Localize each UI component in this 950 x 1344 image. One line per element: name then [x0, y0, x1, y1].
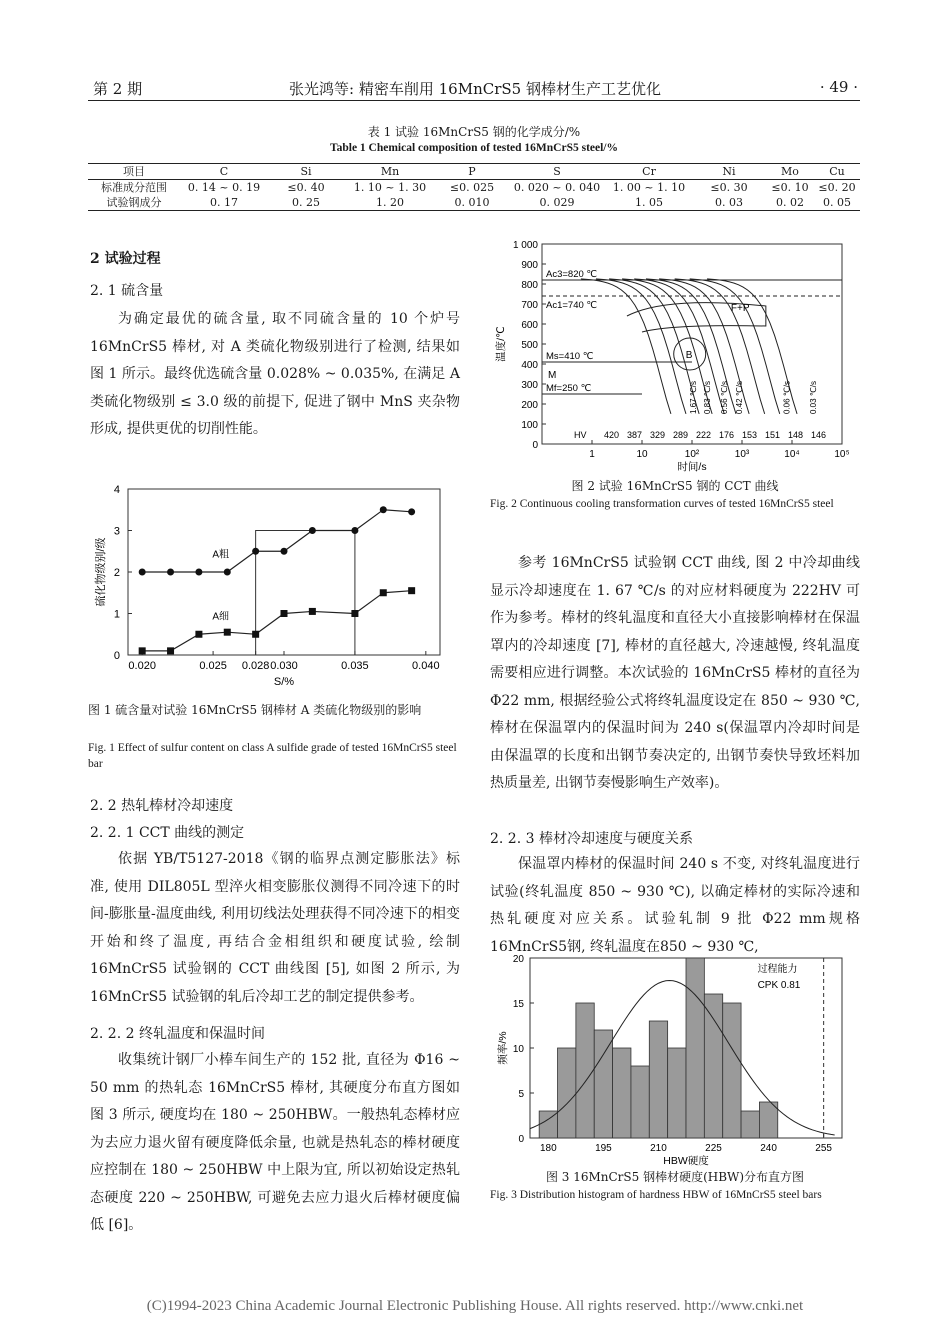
capability-title: 过程能力	[757, 964, 798, 975]
y-tick-label: 1	[113, 608, 120, 621]
paragraph-text: 收集统计钢厂小棒车间生产的 152 批, 直径为 Φ16 ~ 50 mm 的热轧态 16MnCrS5 棒材, 其硬度分布直方图如图 3 所示, 硬度均在 180 ~ 250HBW。一般热轧态棒材应为去应力退火留有硬度降低余量, 也就是热轧态的棒材硬度应控制在 180 ~ 250HBW 中上限为宜, 所以初始设定热轧态硬度 220 ~ 250HBW, 可避免去应力退火后棒材硬度偏低 [6]。	[90, 1052, 460, 1233]
section-2-1-heading: 2. 1 硫含量	[90, 283, 164, 299]
y-tick-label: 100	[521, 420, 538, 431]
cct-chart	[490, 236, 860, 472]
table-cell: ≤0. 30	[710, 181, 748, 194]
hardness-value: 420	[604, 430, 620, 440]
table-cell: 标准成分范围	[101, 181, 167, 194]
x-tick-label: 0.035	[341, 660, 369, 672]
table-row	[88, 195, 860, 211]
histogram-bar	[723, 1003, 741, 1138]
x-tick-label: 10⁴	[784, 449, 800, 460]
hardness-value: 222	[696, 430, 712, 440]
table-cell: 1. 10 ~ 1. 30	[353, 181, 427, 194]
data-point	[351, 527, 358, 534]
figure-2	[490, 236, 860, 476]
critical-label-ms: Ms=410 ℃	[546, 351, 594, 362]
y-tick-label: 5	[518, 1089, 524, 1100]
data-point	[351, 610, 358, 617]
header-title: 张光鸿等: 精密车削用 16MnCrS5 钢棒材生产工艺优化	[289, 80, 661, 98]
x-tick-label: 10³	[734, 449, 750, 460]
table-cell: 0. 03	[692, 195, 766, 211]
x-tick-label: 225	[705, 1143, 722, 1154]
hardness-value: 329	[650, 430, 666, 440]
histogram-bar	[631, 1066, 649, 1138]
histogram-bar	[741, 1111, 759, 1138]
x-tick-label: 10⁵	[834, 449, 850, 460]
histogram-bar	[649, 1021, 667, 1138]
figure-3	[490, 948, 860, 1170]
y-tick-label: 15	[512, 999, 524, 1010]
paragraph-cooling	[490, 550, 860, 798]
histogram-bar	[613, 1048, 631, 1138]
paragraph-text: 参考 16MnCrS5 试验钢 CCT 曲线, 图 2 中冷却曲线显示冷却速度在 1. 67 ℃/s 的对应材料硬度为 222HV 可作为参考。棒材的终轧温度和直径大小直接影响棒材在保温罩内的冷却速度 [7], 棒材的直径越大, 冷速越慢, 终轧温度需要相应进行调整。本次试验的 16MnCrS5 棒材的直径为 Φ22 mm, 根据经验公式将终轧温度设定在 850 ~ 930 ℃, 棒材在保温罩内的保温时间为 240 s(保温罩内冷却时间是由保温罩的长度和出钢节奏决定的, 出钢节奏快导致坯料加热质量差, 出钢节奏慢影响生产效率)。	[490, 555, 860, 791]
y-tick-label: 200	[521, 400, 538, 411]
region-label-b: B	[685, 350, 693, 361]
histogram-bar	[576, 1003, 594, 1138]
x-axis-label: 时间/s	[677, 461, 707, 472]
data-point	[195, 631, 202, 638]
series-label: A粗	[212, 549, 230, 561]
series-line	[142, 510, 411, 572]
y-tick-label: 1 000	[512, 240, 538, 251]
y-tick-label: 0	[518, 1134, 524, 1145]
critical-label-mf: Mf=250 ℃	[546, 383, 592, 394]
x-tick-label: 210	[650, 1143, 667, 1154]
y-axis-label: 硫化物级别/级	[95, 537, 107, 607]
copyright-footer: (C)1994-2023 China Academic Journal Electronic Publishing House. All rights reserved. http://www.cnki.net	[146, 1298, 804, 1314]
data-point	[252, 548, 259, 555]
y-tick-label: 400	[521, 360, 538, 371]
x-tick-label: 0.028	[241, 660, 270, 672]
table1-caption-cn: 表 1 试验 16MnCrS5 钢的化学成分/%	[367, 125, 581, 139]
region-label-fp: F+P	[730, 303, 750, 314]
histogram-bar	[668, 1048, 686, 1138]
col-header: Cu	[814, 164, 860, 180]
figure-3-caption-cn: 图 3 16MnCrS5 钢棒材硬度(HBW)分布直方图	[545, 1170, 805, 1184]
histogram-bar	[558, 1048, 576, 1138]
data-point	[408, 508, 415, 515]
y-axis-label: 温度/℃	[495, 326, 507, 362]
data-point	[139, 569, 146, 576]
data-point	[309, 608, 316, 615]
x-tick-label: 180	[540, 1143, 557, 1154]
critical-label-ac1: Ac1=740 ℃	[546, 300, 598, 311]
figure-1-caption-en: Fig. 1 Effect of sulfur content on class A sulfide grade of tested 16MnCrS5 steel bar	[88, 742, 457, 770]
y-tick-label: 0	[532, 440, 538, 451]
hardness-histogram	[490, 948, 860, 1166]
data-point	[139, 647, 146, 654]
x-tick-label: 195	[595, 1143, 612, 1154]
histogram-bar	[594, 1030, 612, 1138]
paragraph-text: 依据 YB/T5127-2018《钢的临界点测定膨胀法》标准, 使用 DIL805L 型淬火相变膨胀仪测得不同冷速下的时间-膨胀量-温度曲线, 利用切线法处理获得不同冷速下的相变开始和终了温度, 再结合金相组织和硬度试验, 绘制 16MnCrS5 试验钢的 CCT 曲线图 [5], 如图 2 所示, 为 16MnCrS5 试验钢的轧后冷却工艺的制定提供参考。	[90, 851, 460, 1005]
hardness-value: 153	[742, 430, 758, 440]
x-tick-label: 0.040	[412, 660, 440, 672]
paragraph-text: 为确定最优的硫含量, 取不同硫含量的 10 个炉号 16MnCrS5 棒材, 对 A 类硫化物级别进行了检测, 结果如图 1 所示。最终优选硫含量 0.028% ~ 0.035%, 在满足 A 类硫化物级别 ≤ 3.0 级的前提下, 促进了钢中 MnS 夹杂物形成, 提供更优的切削性能。	[90, 311, 460, 437]
x-tick-label: 10²	[684, 449, 700, 460]
table-header-row	[88, 164, 860, 180]
x-tick-label: 10	[636, 449, 648, 460]
y-tick-label: 300	[521, 380, 538, 391]
x-tick-label: 0.025	[199, 660, 227, 672]
header-rule	[88, 100, 860, 101]
y-tick-label: 2	[113, 567, 120, 579]
series-line	[142, 591, 411, 651]
x-axis-label: HBW硬度	[663, 1155, 709, 1166]
data-point	[281, 610, 288, 617]
y-tick-label: 4	[113, 484, 120, 496]
hardness-value: 148	[788, 430, 804, 440]
data-point	[380, 506, 387, 513]
table-cell: 1. 00 ~ 1. 10	[612, 181, 686, 194]
critical-label-ac3: Ac3=820 ℃	[546, 269, 598, 280]
data-point	[167, 569, 174, 576]
cooling-rate-label: 0.03 ℃/s	[808, 381, 818, 414]
cooling-rate-label: 1.67 ℃/s	[688, 381, 698, 414]
section-2-2-2-heading: 2. 2. 2 终轧温度和保温时间	[90, 1026, 265, 1042]
y-axis-label: 频率/%	[497, 1031, 509, 1065]
col-header: S	[508, 164, 606, 180]
col-header: Ni	[692, 164, 766, 180]
col-header: P	[436, 164, 508, 180]
table-cell: 0. 05	[814, 195, 860, 211]
y-tick-label: 500	[521, 340, 538, 351]
histogram-bar	[686, 958, 704, 1138]
x-tick-label: 240	[760, 1143, 777, 1154]
y-tick-label: 0	[113, 650, 120, 662]
col-header: Si	[268, 164, 344, 180]
cooling-rate-label: 0.56 ℃/s	[719, 381, 729, 414]
table-cell: 0. 25	[268, 195, 344, 211]
col-header: Cr	[606, 164, 692, 180]
table-cell: 试验钢成分	[88, 195, 180, 211]
table-cell: 0. 14 ~ 0. 19	[187, 181, 261, 194]
data-point	[309, 527, 316, 534]
hardness-title: HV	[574, 430, 587, 440]
optimal-range-box	[256, 531, 355, 656]
section-2-heading: 2 试验过程	[90, 251, 161, 267]
x-tick-label: 0.030	[270, 660, 298, 672]
section-2-2-heading: 2. 2 热轧棒材冷却速度	[90, 798, 234, 814]
y-tick-label: 800	[521, 280, 538, 291]
paragraph-hardness	[490, 851, 860, 961]
paragraph-cct	[90, 846, 460, 1011]
data-point	[408, 587, 415, 594]
histogram-bar	[759, 1102, 777, 1138]
figure-1	[88, 475, 468, 699]
cooling-rate-label: 0.42 ℃/s	[735, 381, 744, 414]
table-cell: ≤0. 025	[449, 181, 495, 194]
table-cell: 0. 020 ~ 0. 040	[513, 181, 601, 194]
table-cell: ≤0. 10	[771, 181, 809, 194]
section-2-2-3-heading: 2. 2. 3 棒材冷却速度与硬度关系	[490, 831, 693, 847]
y-tick-label: 700	[521, 300, 538, 311]
paragraph-finishing	[90, 1047, 460, 1240]
data-point	[252, 631, 259, 638]
data-point	[281, 548, 288, 555]
table-cell: ≤0. 40	[287, 181, 325, 194]
x-tick-label: 1	[589, 449, 595, 460]
cooling-rate-label: 0.06 ℃/s	[782, 381, 792, 414]
table-cell: 0. 02	[766, 195, 814, 211]
series-label: A细	[212, 611, 230, 623]
table-cell: 0. 010	[436, 195, 508, 211]
hardness-value: 151	[765, 430, 781, 440]
data-point	[195, 569, 202, 576]
table-cell: 0. 17	[180, 195, 268, 211]
table-cell: 1. 05	[606, 195, 692, 211]
region-label-m: M	[548, 370, 557, 381]
table-row	[88, 180, 860, 196]
sulfide-grade-chart	[88, 475, 468, 695]
col-header: C	[180, 164, 268, 180]
y-tick-label: 3	[113, 525, 120, 538]
col-header: Mo	[766, 164, 814, 180]
table-cell: ≤0. 20	[818, 181, 856, 194]
hardness-value: 176	[719, 430, 735, 440]
x-tick-label: 0.020	[128, 660, 156, 672]
y-tick-label: 600	[521, 320, 538, 331]
data-point	[224, 629, 231, 636]
figure-2-caption-en: Fig. 2 Continuous cooling transformation curves of tested 16MnCrS5 steel	[490, 498, 834, 510]
composition-table	[88, 163, 860, 211]
x-tick-label: 255	[815, 1143, 832, 1154]
header-issue: 第 2 期	[93, 80, 143, 98]
table-cell: 1. 20	[344, 195, 436, 211]
col-header: 项目	[88, 164, 180, 180]
paragraph-sulfur	[90, 306, 460, 444]
capability-value: CPK 0.81	[757, 980, 801, 991]
figure-1-caption-cn: 图 1 硫含量对试验 16MnCrS5 钢棒材 A 类硫化物级别的影响	[88, 703, 422, 717]
table1-caption-en: Table 1 Chemical composition of tested 16MnCrS5 steel/%	[329, 142, 618, 154]
y-tick-label: 10	[512, 1044, 524, 1055]
data-point	[380, 589, 387, 596]
cooling-rate-label: 0.83 ℃/s	[703, 381, 713, 414]
figure-3-caption-en: Fig. 3 Distribution histogram of hardness HBW of 16MnCrS5 steel bars	[490, 1189, 822, 1201]
col-header: Mn	[344, 164, 436, 180]
section-2-2-1-heading: 2. 2. 1 CCT 曲线的测定	[90, 825, 245, 841]
x-axis-label: S/%	[273, 676, 295, 688]
histogram-bar	[704, 994, 722, 1138]
header-page-number: · 49 ·	[819, 78, 858, 96]
data-point	[167, 647, 174, 654]
paragraph-text: 保温罩内棒材的保温时间 240 s 不变, 对终轧温度进行试验(终轧温度 850 ~ 930 ℃), 以确定棒材的实际冷速和热轧硬度对应关系。试验轧制 9 批 Φ22 mm规格16MnCrS5钢, 终轧温度在850 ~ 930 ℃,	[490, 856, 860, 955]
figure-2-caption-cn: 图 2 试验 16MnCrS5 钢的 CCT 曲线	[571, 479, 779, 493]
table-cell: 0. 029	[508, 195, 606, 211]
hardness-value: 387	[627, 430, 643, 440]
hardness-value: 146	[811, 430, 827, 440]
hardness-value: 289	[673, 430, 689, 440]
y-tick-label: 900	[521, 260, 538, 271]
data-point	[224, 569, 231, 576]
y-tick-label: 20	[512, 954, 524, 965]
